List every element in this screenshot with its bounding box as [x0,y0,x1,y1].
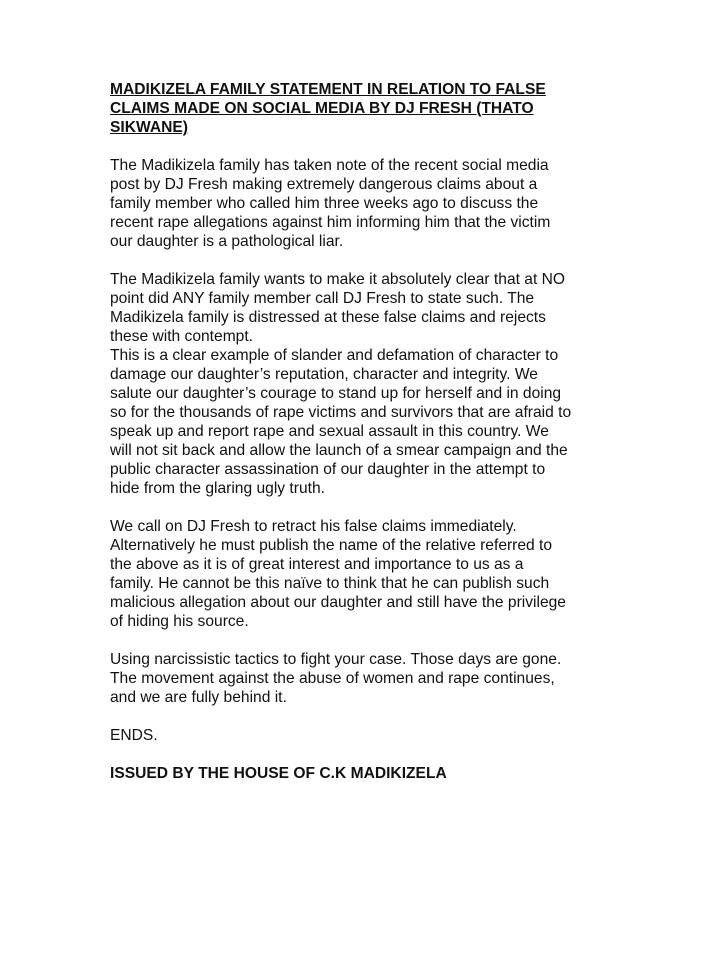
paragraph-line: We call on DJ Fresh to retract his false claims immediately. [110,518,517,535]
paragraph-line: point did ANY family member call DJ Fresh to state such. The [110,290,535,307]
paragraph-line: This is a clear example of slander and defamation of character to [110,347,559,364]
paragraph-line: so for the thousands of rape victims and survivors that are afraid to [110,404,572,421]
paragraph-line: damage our daughter’s reputation, character and integrity. We [110,366,538,383]
issued-by-text: ISSUED BY THE HOUSE OF C.K MADIKIZELA [110,765,447,782]
ends-text: ENDS. [110,727,158,744]
paragraph-line: salute our daughter’s courage to stand up for herself and in doing [110,385,562,402]
paragraph-spacer [110,745,620,764]
paragraph-spacer [110,707,620,726]
paragraph-line: The Madikizela family wants to make it absolutely clear that at NO [110,271,566,288]
paragraph-line: The Madikizela family has taken note of the recent social media [110,157,549,174]
paragraph-spacer [110,498,620,517]
title-line: CLAIMS MADE ON SOCIAL MEDIA BY DJ FRESH (THATO [110,100,534,117]
paragraph-retraction-call [110,517,620,631]
paragraph-spacer [110,631,620,650]
paragraph-line: the above as it is of great interest and importance to us as a [110,556,524,573]
paragraph-line: Madikizela family is distressed at these false claims and rejects [110,309,546,326]
issued-by [110,764,620,783]
ends-marker [110,726,620,745]
paragraph-line: speak up and report rape and sexual assault in this country. We [110,423,549,440]
paragraph-line: public character assassination of our daughter in the attempt to [110,461,546,478]
paragraph-line: family member who called him three weeks ago to discuss the [110,195,539,212]
paragraph-spacer [110,251,620,270]
paragraph-closing [110,650,620,707]
paragraph-line: post by DJ Fresh making extremely dangerous claims about a [110,176,538,193]
paragraph-line: recent rape allegations against him informing him that the victim [110,214,551,231]
paragraph-line: and we are fully behind it. [110,689,287,706]
paragraph-line: The movement against the abuse of women and rape continues, [110,670,555,687]
statement-body [110,80,620,783]
paragraph-line: malicious allegation about our daughter and still have the privilege [110,594,566,611]
statement-title [110,80,620,137]
paragraph-line: family. He cannot be this naïve to think that he can publish such [110,575,550,592]
title-line: SIKWANE) [110,119,188,136]
title-line: MADIKIZELA FAMILY STATEMENT IN RELATION TO FALSE [110,81,546,98]
paragraph-line: Using narcissistic tactics to fight your case. Those days are gone. [110,651,562,668]
paragraph-line: hide from the glaring ugly truth. [110,480,325,497]
paragraph-family-note [110,156,620,251]
paragraph-line: our daughter is a pathological liar. [110,233,344,250]
paragraph-line: Alternatively he must publish the name of the relative referred to [110,537,553,554]
paragraph-line: will not sit back and allow the launch of a smear campaign and the [110,442,568,459]
paragraph-line: these with contempt. [110,328,254,345]
paragraph-line: of hiding his source. [110,613,249,630]
paragraph-denial [110,270,620,498]
